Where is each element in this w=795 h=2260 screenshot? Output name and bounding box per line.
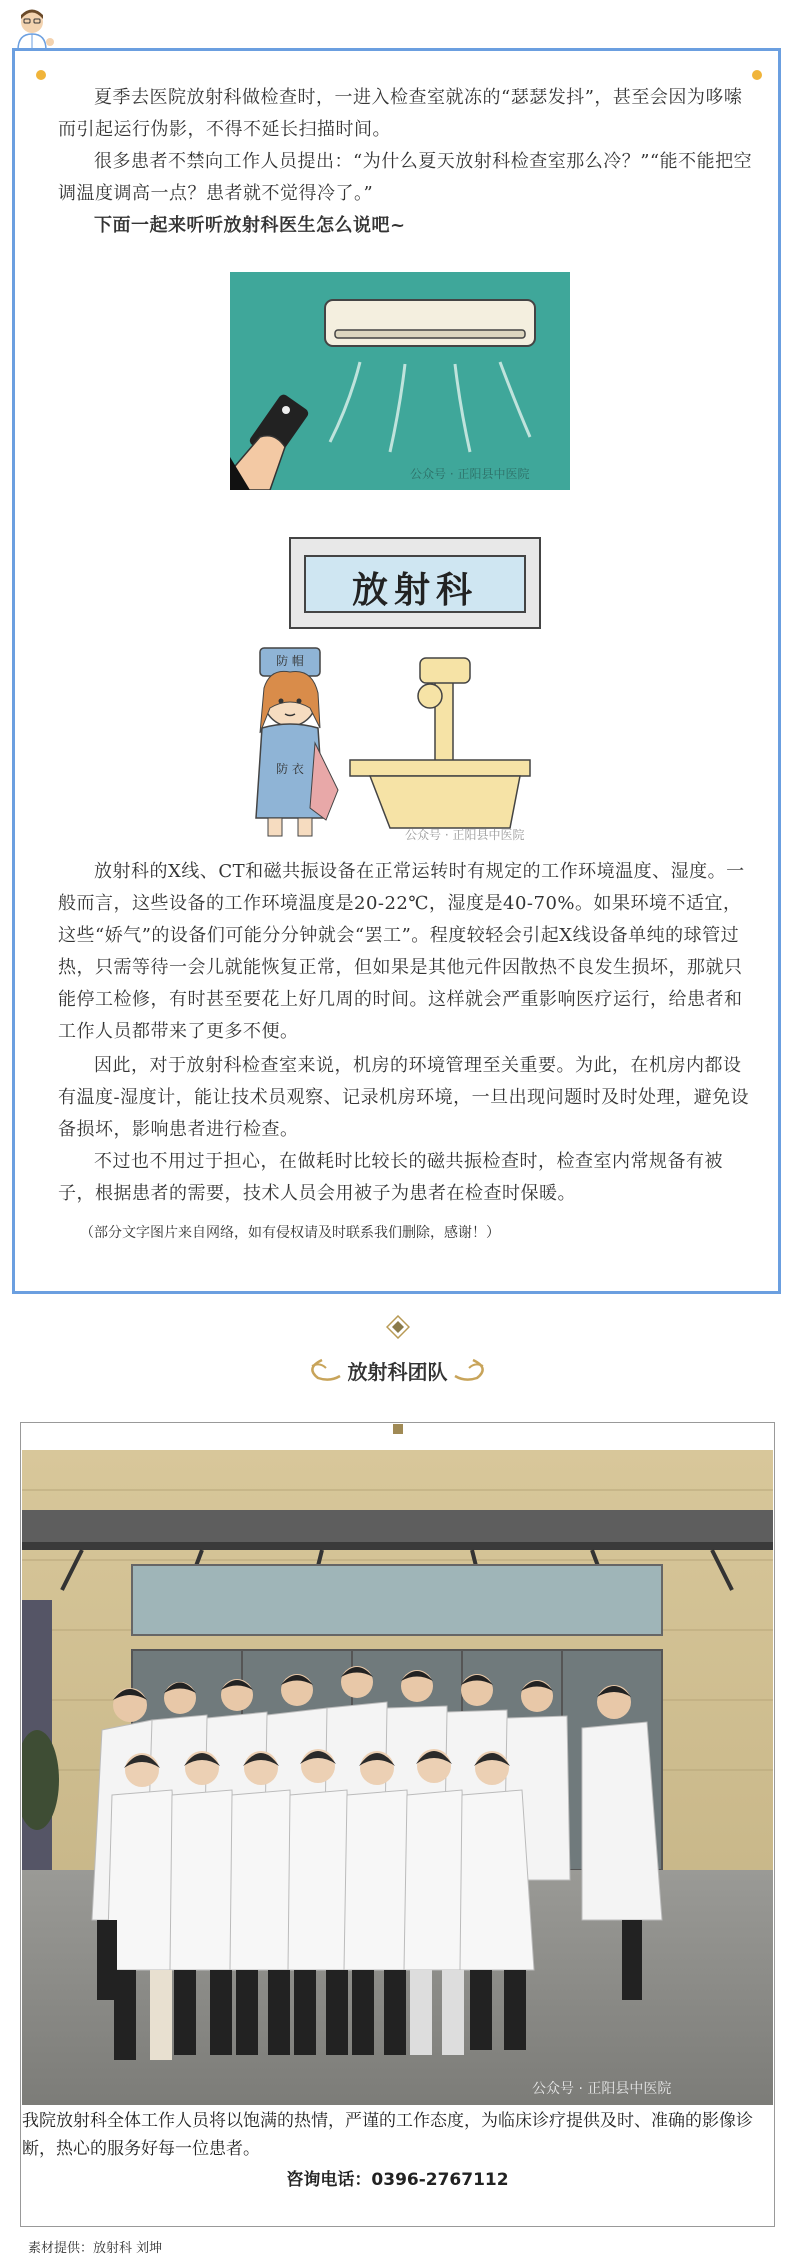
team-photo bbox=[22, 1450, 773, 2105]
paragraph-questions: 很多患者不禁向工作人员提出：“为什么夏天放射科检查室那么冷？”“能不能把空调温度调高一点？患者就不觉得冷了。” bbox=[58, 151, 753, 204]
team-description: 我院放射科全体工作人员将以饱满的热情，严谨的工作态度，为临床诊疗提供及时、准确的影像诊断，热心的服务好每一位患者。 bbox=[22, 2111, 753, 2159]
gown-label-text: 防 衣 bbox=[276, 762, 304, 776]
radiology-sign-text: 放射科 bbox=[351, 570, 478, 611]
air-conditioner-illustration bbox=[230, 272, 570, 490]
team-title-text: 放射科团队 bbox=[347, 1360, 448, 1384]
radiology-illustration bbox=[240, 528, 560, 846]
team-group-photo-icon bbox=[22, 1450, 773, 2105]
copyright-note: （部分文字图片来自网络，如有侵权请及时联系我们删除，感谢！） bbox=[80, 1225, 500, 1241]
doctor-avatar-icon bbox=[10, 4, 56, 50]
watermark-text-2: 公众号 · 正阳县中医院 bbox=[405, 828, 525, 842]
hat-label-text: 防 帽 bbox=[276, 654, 304, 668]
material-credit: 素材提供：放射科 刘坤 bbox=[28, 2241, 163, 2256]
paragraph-lead-in: 下面一起来听听放射科医生怎么说吧~ bbox=[94, 215, 406, 236]
air-conditioner-icon bbox=[230, 272, 570, 490]
diamond-divider-icon bbox=[386, 1315, 410, 1339]
paragraph-management: 因此，对于放射科检查室来说，机房的环境管理至关重要。为此，在机房内都设有温度-湿度计，能让技术员观察、记录机房环境，一旦出现问题时及时处理，避免设备损坏，影响患者进行检查。 bbox=[58, 1055, 750, 1140]
frame-tab-decoration bbox=[393, 1424, 403, 1434]
team-section-title bbox=[300, 1352, 495, 1386]
consult-phone: 咨询电话：0396-2767112 bbox=[286, 2170, 509, 2190]
corner-dot-left bbox=[36, 70, 46, 80]
paragraph-blanket: 不过也不用过于担心，在做耗时比较长的磁共振检查时，检查室内常规备有被子，根据患者的需要，技术人员会用被子为患者在检查时保暖。 bbox=[58, 1151, 723, 1204]
corner-dot-right bbox=[752, 70, 762, 80]
watermark-text-1: 公众号 · 正阳县中医院 bbox=[410, 467, 530, 481]
photo-watermark-text: 公众号 · 正阳县中医院 bbox=[532, 2081, 672, 2097]
paragraph-intro: 夏季去医院放射科做检查时，一进入检查室就冻的“瑟瑟发抖”，甚至会因为哆嗦而引起运行伪影，不得不延长扫描时间。 bbox=[58, 87, 743, 140]
paragraph-equipment: 放射科的X线、CT和磁共振设备在正常运转时有规定的工作环境温度、湿度。一般而言，这些设备的工作环境温度是20-22℃，湿度是40-70%。如果环境不适宜，这些“娇气”的设备们可能分分钟就会“罢工”。程度较轻会引起X线设备单纯的球管过热，只需等待一会儿就能恢复正常，但如果是其他元件因散热不良发生损坏，那就只能停工检修，有时甚至要花上好几周的时间。这样就会严重影响医疗运行，给患者和工作人员都带来了更多不便。 bbox=[58, 861, 745, 1042]
